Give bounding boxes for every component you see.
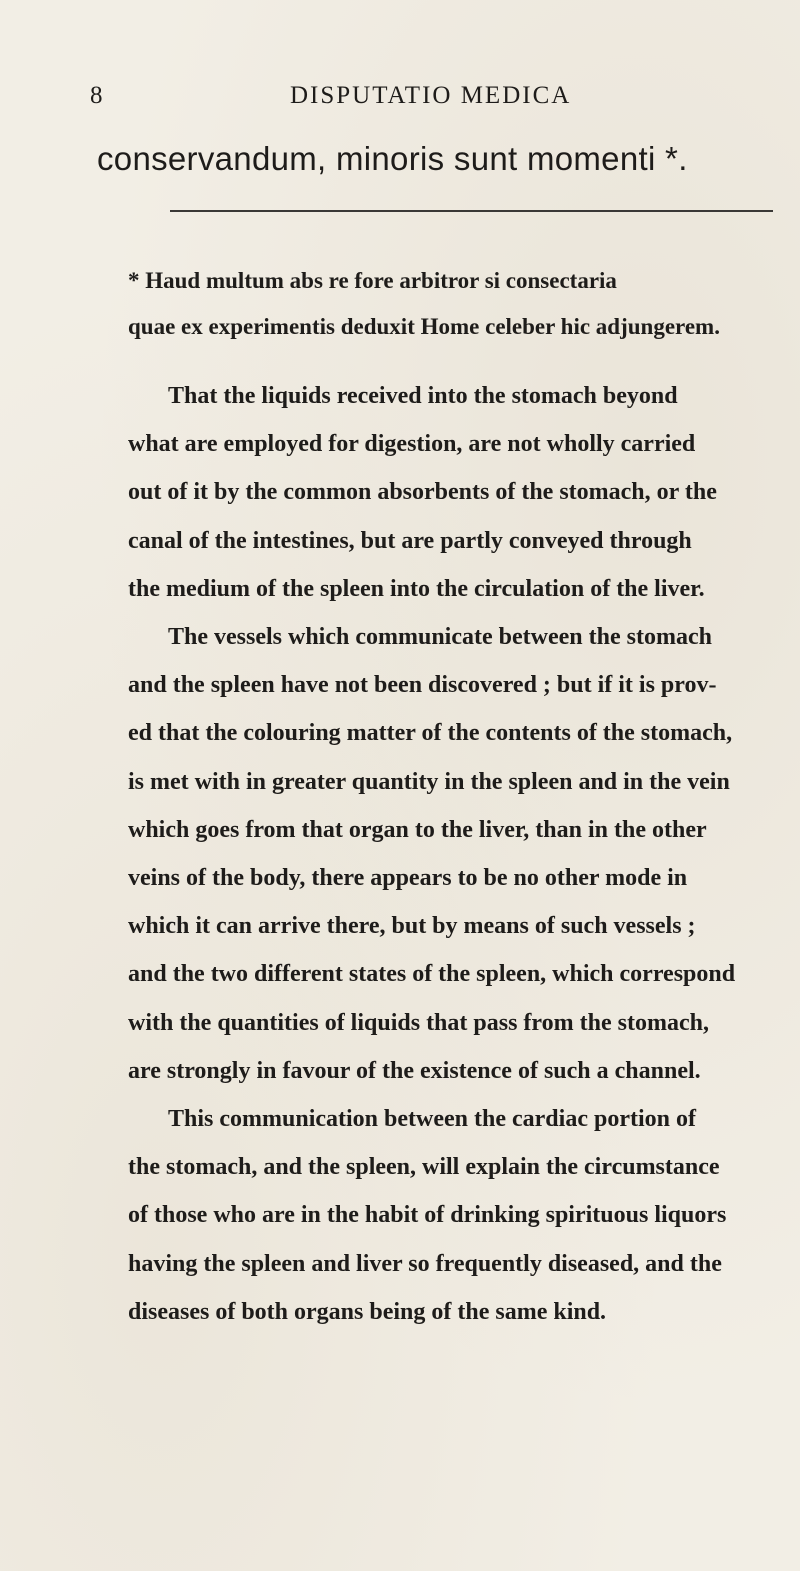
text-line: ed that the colouring matter of the contents of the stomach,: [128, 720, 733, 747]
text-line: diseases of both organs being of the same kind.: [128, 1298, 607, 1325]
footnote-line: quae ex experimentis deduxit Home celeber hic adjungerem.: [128, 314, 720, 339]
text-line: which it can arrive there, but by means of such vessels ;: [128, 913, 696, 940]
footnote-divider: [170, 210, 773, 212]
text-line: the medium of the spleen into the circulation of the liver.: [128, 575, 705, 602]
text-line: of those who are in the habit of drinking spirituous liquors: [128, 1202, 727, 1229]
running-head: DISPUTATIO MEDICA: [290, 82, 572, 109]
continuation-line: conservandum, minoris sunt momenti *.: [97, 140, 688, 177]
text-line: and the spleen have not been discovered ; but if it is prov-: [128, 672, 717, 699]
text-line: canal of the intestines, but are partly conveyed through: [128, 527, 692, 554]
footnote: [128, 258, 768, 350]
text-line: out of it by the common absorbents of the stomach, or the: [128, 479, 717, 506]
text-line: are strongly in favour of the existence of such a channel.: [128, 1057, 701, 1084]
text-line: the stomach, and the spleen, will explain the circumstance: [128, 1154, 720, 1181]
footnote-line: * Haud multum abs re fore arbitror si consectaria: [128, 268, 617, 293]
text-line: with the quantities of liquids that pass from the stomach,: [128, 1009, 709, 1036]
paragraph-first-line: The vessels which communicate between the stomach: [168, 624, 712, 651]
text-line: which goes from that organ to the liver, than in the other: [128, 816, 707, 843]
text-line: having the spleen and liver so frequently diseased, and the: [128, 1250, 722, 1277]
page-number: 8: [90, 82, 104, 109]
text-line: veins of the body, there appears to be no other mode in: [128, 865, 688, 892]
text-line: is met with in greater quantity in the spleen and in the vein: [128, 768, 730, 795]
text-line: what are employed for digestion, are not wholly carried: [128, 431, 696, 458]
text-line: and the two different states of the spleen, which correspond: [128, 961, 736, 988]
page-header: [90, 82, 710, 122]
body-paragraphs: [128, 372, 778, 1336]
paragraph-first-line: That the liquids received into the stomach beyond: [168, 383, 678, 409]
paragraph-first-line: This communication between the cardiac portion of: [168, 1106, 696, 1133]
